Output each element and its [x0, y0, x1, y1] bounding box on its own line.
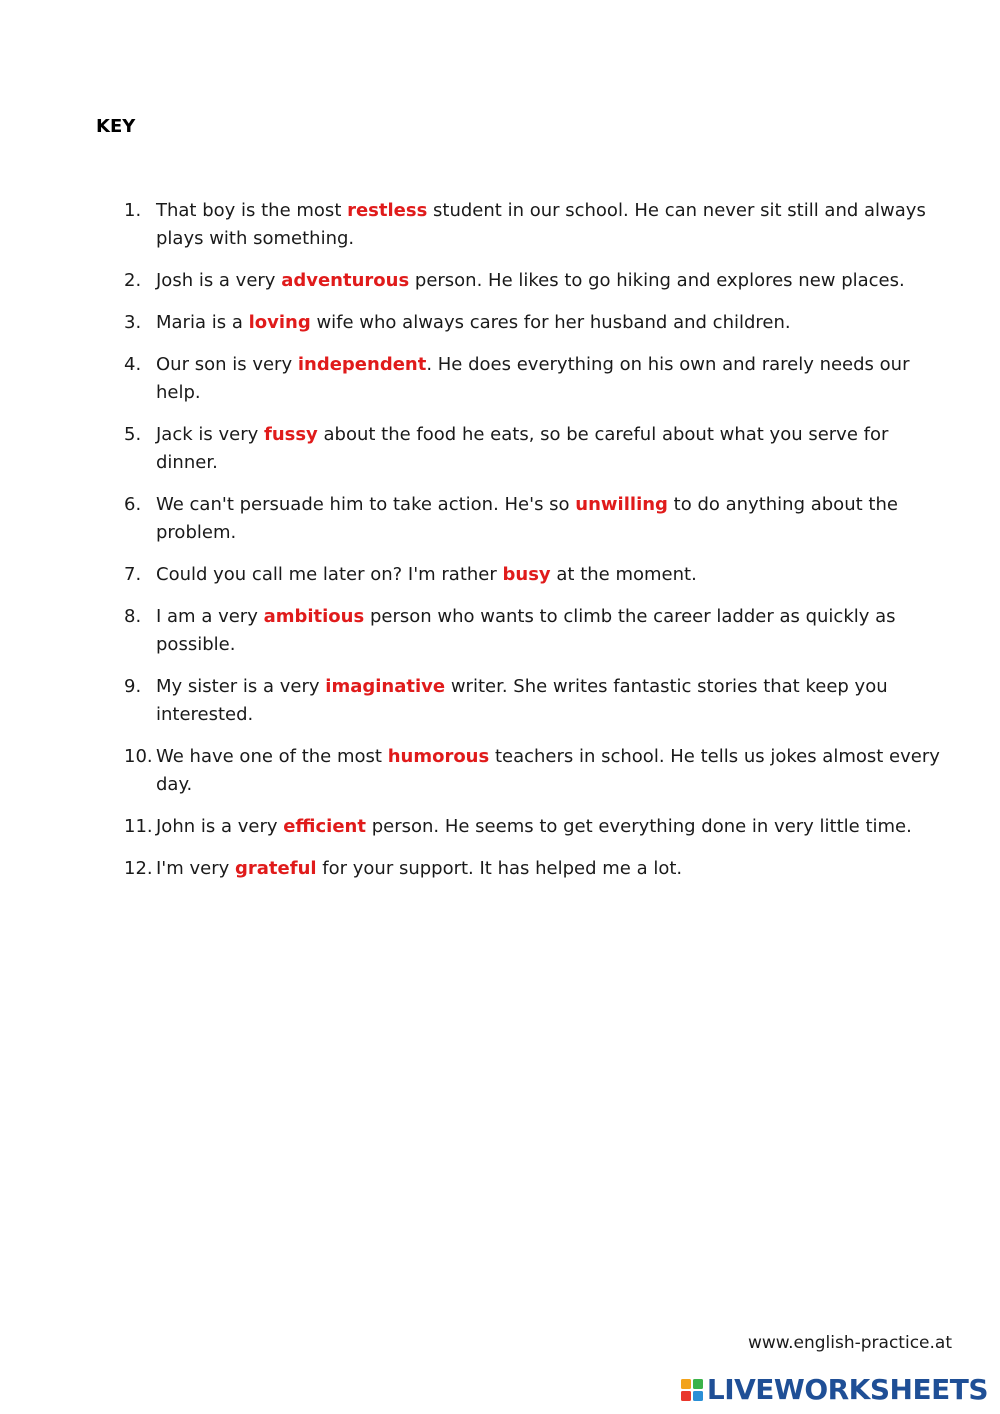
item-text: [156, 267, 954, 295]
text-after: . He does everything on his own and rarely needs our help.: [156, 354, 910, 403]
list-item: [124, 855, 954, 883]
item-number: 5.: [124, 424, 142, 445]
text-after: wife who always cares for her husband and children.: [310, 312, 791, 333]
item-number: 10.: [124, 746, 153, 767]
text-before: That boy is the most: [156, 200, 348, 221]
item-text: [156, 561, 954, 589]
answer-key-list: [124, 197, 954, 897]
answer-word: independent: [297, 354, 427, 375]
answer-word: busy: [502, 564, 551, 585]
answer-word: restless: [347, 200, 428, 221]
answer-word: efficient: [283, 816, 366, 837]
item-number: 4.: [124, 354, 142, 375]
item-text: [156, 309, 954, 337]
text-before: We can't persuade him to take action. He's so: [156, 494, 576, 515]
item-text: [156, 855, 954, 883]
item-number: 3.: [124, 312, 142, 333]
text-after: to do anything about the problem.: [156, 494, 898, 543]
text-after: about the food he eats, so be careful about what you serve for dinner.: [156, 424, 889, 473]
text-after: person. He seems to get everything done in very little time.: [365, 816, 912, 837]
list-item: [124, 743, 954, 799]
website-url[interactable]: www.english-practice.at: [747, 1333, 952, 1353]
text-before: Josh is a very: [156, 270, 282, 291]
item-number: 1.: [124, 200, 142, 221]
liveworksheets-logo-icon: [681, 1379, 703, 1401]
text-before: Maria is a: [156, 312, 249, 333]
text-before: John is a very: [156, 816, 284, 837]
page-title: KEY: [96, 116, 136, 137]
answer-word: adventurous: [281, 270, 410, 291]
text-after: for your support. It has helped me a lot.: [316, 858, 683, 879]
text-before: Jack is very: [156, 424, 264, 445]
list-item: [124, 603, 954, 659]
liveworksheets-brand[interactable]: [681, 1374, 988, 1406]
item-text: [156, 603, 954, 659]
answer-word: humorous: [387, 746, 490, 767]
item-number: 6.: [124, 494, 142, 515]
item-number: 7.: [124, 564, 142, 585]
item-text: [156, 351, 954, 407]
item-text: [156, 197, 954, 253]
item-text: [156, 491, 954, 547]
list-item: [124, 267, 954, 295]
item-text: [156, 813, 954, 841]
item-text: [156, 421, 954, 477]
text-after: person. He likes to go hiking and explores new places.: [409, 270, 905, 291]
list-item: [124, 351, 954, 407]
text-before: Our son is very: [156, 354, 298, 375]
text-before: I'm very: [156, 858, 236, 879]
text-before: We have one of the most: [156, 746, 388, 767]
list-item: [124, 197, 954, 253]
item-number: 11.: [124, 816, 153, 837]
list-item: [124, 309, 954, 337]
text-before: Could you call me later on? I'm rather: [156, 564, 503, 585]
answer-word: fussy: [263, 424, 318, 445]
answer-word: loving: [248, 312, 311, 333]
brand-name: LIVEWORKSHEETS: [706, 1373, 988, 1406]
answer-word: imaginative: [325, 676, 446, 697]
answer-word: unwilling: [575, 494, 668, 515]
list-item: [124, 673, 954, 729]
item-number: 12.: [124, 858, 153, 879]
list-item: [124, 491, 954, 547]
answer-word: ambitious: [263, 606, 365, 627]
list-item: [124, 813, 954, 841]
text-after: teachers in school. He tells us jokes almost every day.: [156, 746, 940, 795]
text-after: writer. She writes fantastic stories that keep you interested.: [156, 676, 888, 725]
item-text: [156, 673, 954, 729]
list-item: [124, 561, 954, 589]
item-text: [156, 743, 954, 799]
item-number: 2.: [124, 270, 142, 291]
text-before: I am a very: [156, 606, 264, 627]
item-number: 8.: [124, 606, 142, 627]
answer-word: grateful: [235, 858, 317, 879]
text-before: My sister is a very: [156, 676, 326, 697]
text-after: student in our school. He can never sit still and always plays with something.: [156, 200, 926, 249]
text-after: at the moment.: [550, 564, 697, 585]
text-after: person who wants to climb the career ladder as quickly as possible.: [156, 606, 896, 655]
list-item: [124, 421, 954, 477]
item-number: 9.: [124, 676, 142, 697]
